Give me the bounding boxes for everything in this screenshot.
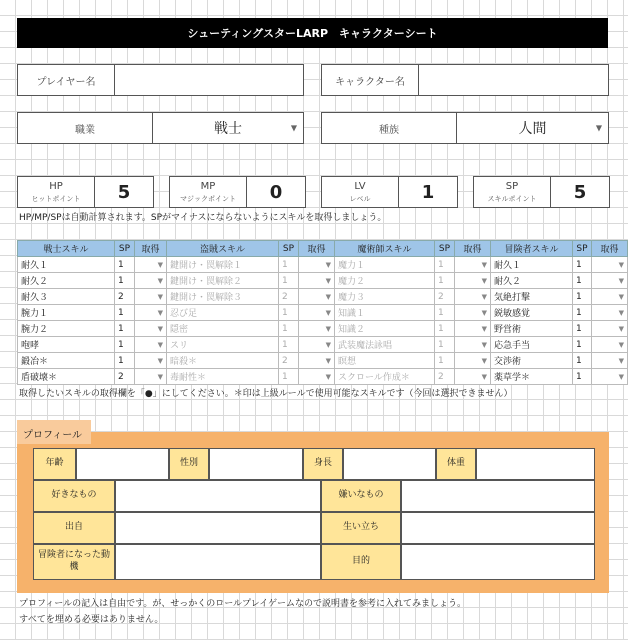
thief-skill-sp: 2: [279, 289, 299, 305]
gender-label: 性別: [169, 448, 209, 480]
adventurer-skill-sp: 1: [573, 337, 592, 353]
mage-acquire-select[interactable]: [455, 257, 491, 273]
dropdown-arrow-icon[interactable]: ▼: [618, 340, 624, 349]
warrior-skill-name: 盾破壊＊: [18, 369, 115, 385]
warrior-skill-sp: 2: [115, 369, 135, 385]
player-name-field[interactable]: [17, 64, 304, 96]
adventurer-skill-sp: 1: [573, 305, 592, 321]
adventurer-acquire-select[interactable]: [592, 321, 628, 337]
race-label: 種族: [322, 113, 457, 143]
age-input[interactable]: [76, 448, 169, 480]
dropdown-arrow-icon[interactable]: ▼: [325, 276, 331, 285]
weight-input[interactable]: [476, 448, 595, 480]
mage-skill-sp: 2: [435, 369, 455, 385]
adventurer-skill-sp: 1: [573, 321, 592, 337]
thief-skill-name: 毒耐性＊: [167, 369, 279, 385]
warrior-skill-sp: 1: [115, 337, 135, 353]
sp-box: [473, 176, 610, 208]
height-label: 身長: [303, 448, 343, 480]
job-select[interactable]: [153, 113, 303, 143]
header-sp: SP: [279, 241, 299, 257]
dropdown-arrow-icon[interactable]: ▼: [325, 356, 331, 365]
dropdown-arrow-icon[interactable]: ▼: [618, 308, 624, 317]
mage-skill-name: スクロール作成＊: [335, 369, 435, 385]
mage-skill-name: 魔力２: [335, 273, 435, 289]
adventurer-skill-sp: 1: [573, 289, 592, 305]
lv-value: 1: [421, 181, 435, 203]
mp-value: 0: [269, 181, 283, 203]
dropdown-arrow-icon[interactable]: ▼: [325, 308, 331, 317]
adventurer-skill-name: 鋭敏感覚: [491, 305, 573, 321]
warrior-skill-name: 腕力１: [18, 305, 115, 321]
mage-acquire-select[interactable]: [455, 289, 491, 305]
warrior-acquire-select[interactable]: [135, 273, 167, 289]
skill-row: [18, 369, 628, 385]
adventurer-acquire-select[interactable]: [592, 257, 628, 273]
adventurer-skill-sp: 1: [573, 273, 592, 289]
adventurer-skill-name: 耐久２: [491, 273, 573, 289]
gender-input[interactable]: [209, 448, 303, 480]
thief-acquire-select[interactable]: [299, 337, 335, 353]
dropdown-arrow-icon[interactable]: ▼: [618, 260, 624, 269]
header-sp: SP: [573, 241, 592, 257]
header-mage-skill: 魔術師スキル: [335, 241, 435, 257]
mage-skill-sp: 1: [435, 257, 455, 273]
skill-row: [18, 273, 628, 289]
skills-header-row: [18, 241, 628, 257]
thief-skill-name: 鍵開け・罠解除２: [167, 273, 279, 289]
dropdown-arrow-icon[interactable]: ▼: [157, 292, 163, 301]
warrior-skill-sp: 1: [115, 257, 135, 273]
dropdown-arrow-icon[interactable]: ▼: [325, 372, 331, 381]
hp-sub-label: ヒットポイント: [31, 194, 81, 203]
mage-acquire-select[interactable]: [455, 337, 491, 353]
dropdown-arrow-icon[interactable]: ▼: [618, 276, 624, 285]
mage-skill-sp: 1: [435, 321, 455, 337]
sp-sub-label: スキルポイント: [487, 194, 537, 203]
warrior-acquire-select[interactable]: [135, 369, 167, 385]
mp-box: [169, 176, 306, 208]
skill-row: [18, 305, 628, 321]
profile-note: プロフィールの記入は自由です。が、せっかくのロールプレイゲームなので説明書を参考に入れてみましょう。: [19, 599, 467, 609]
thief-skill-name: 鍵開け・罠解除３: [167, 289, 279, 305]
upbringing-input[interactable]: [401, 512, 595, 544]
dropdown-arrow-icon[interactable]: ▼: [618, 324, 624, 333]
skill-row: [18, 353, 628, 369]
lv-label: LV: [354, 180, 366, 192]
dropdown-arrow-icon[interactable]: ▼: [157, 276, 163, 285]
age-label: 年齢: [33, 448, 76, 480]
character-name-field[interactable]: [321, 64, 609, 96]
skill-row: [18, 289, 628, 305]
warrior-acquire-select[interactable]: [135, 257, 167, 273]
adventurer-skill-sp: 1: [573, 353, 592, 369]
warrior-acquire-select[interactable]: [135, 305, 167, 321]
header-thief-skill: 盗賊スキル: [167, 241, 279, 257]
header-warrior-skill: 戦士スキル: [18, 241, 115, 257]
acquire-instructions-note: 取得したいスキルの取得欄を「●」にしてください。＊印は上級ルールで使用可能なスキルです（今回は選択できません）: [19, 389, 513, 399]
race-value: 人間: [518, 121, 547, 137]
mage-acquire-select[interactable]: [455, 321, 491, 337]
hp-label: HP: [49, 180, 63, 192]
thief-skill-sp: 2: [279, 353, 299, 369]
adventurer-acquire-select[interactable]: [592, 273, 628, 289]
mage-acquire-select[interactable]: [455, 305, 491, 321]
header-sp: SP: [115, 241, 135, 257]
lv-sub-label: レベル: [349, 194, 371, 203]
thief-acquire-select[interactable]: [299, 289, 335, 305]
race-select[interactable]: [457, 113, 608, 143]
motive-label: 冒険者になった動機: [33, 544, 115, 580]
adventurer-acquire-select[interactable]: [592, 289, 628, 305]
dropdown-arrow-icon[interactable]: ▼: [325, 260, 331, 269]
likes-label: 好きなもの: [33, 480, 115, 512]
thief-skill-sp: 1: [279, 273, 299, 289]
dropdown-arrow-icon[interactable]: ▼: [618, 292, 624, 301]
mage-skill-sp: 1: [435, 273, 455, 289]
mp-sub-label: マジックポイント: [180, 194, 236, 203]
warrior-skill-name: 耐久２: [18, 273, 115, 289]
dropdown-arrow-icon[interactable]: ▼: [618, 372, 624, 381]
mage-skill-sp: 2: [435, 289, 455, 305]
header-acquire: 取得: [299, 241, 335, 257]
adventurer-acquire-select[interactable]: [592, 369, 628, 385]
height-input[interactable]: [343, 448, 436, 480]
warrior-skill-name: 咆哮: [18, 337, 115, 353]
adventurer-acquire-select[interactable]: [592, 337, 628, 353]
mage-skill-name: 魔力３: [335, 289, 435, 305]
mage-skill-name: 瞑想: [335, 353, 435, 369]
mp-label: MP: [200, 180, 216, 192]
thief-skill-sp: 1: [279, 321, 299, 337]
warrior-acquire-select[interactable]: [135, 337, 167, 353]
motive-input[interactable]: [115, 544, 321, 580]
adventurer-acquire-select[interactable]: [592, 305, 628, 321]
dropdown-arrow-icon[interactable]: ▼: [325, 340, 331, 349]
dropdown-arrow-icon[interactable]: ▼: [481, 260, 487, 269]
warrior-skill-name: 腕力２: [18, 321, 115, 337]
skill-row: [18, 257, 628, 273]
sheet-title: シューティングスターLARP キャラクターシート: [17, 18, 608, 48]
skill-row: [18, 337, 628, 353]
character-name-label: キャラクター名: [322, 65, 419, 95]
warrior-skill-sp: 1: [115, 321, 135, 337]
adventurer-skill-name: 応急手当: [491, 337, 573, 353]
lv-box: [321, 176, 458, 208]
likes-input[interactable]: [115, 480, 321, 512]
dropdown-arrow-icon[interactable]: ▼: [481, 292, 487, 301]
header-sp: SP: [435, 241, 455, 257]
mage-acquire-select[interactable]: [455, 353, 491, 369]
mage-skill-sp: 1: [435, 305, 455, 321]
dropdown-arrow-icon[interactable]: ▼: [157, 260, 163, 269]
adventurer-skill-name: 薬草学＊: [491, 369, 573, 385]
auto-calc-note: HP/MP/SPは自動計算されます。SPがマイナスにならないようにスキルを取得しましょう。: [19, 213, 387, 223]
skills-table: [17, 240, 628, 385]
adventurer-skill-sp: 1: [573, 369, 592, 385]
adventurer-skill-sp: 1: [573, 257, 592, 273]
warrior-acquire-select[interactable]: [135, 289, 167, 305]
sp-value: 5: [573, 181, 587, 203]
warrior-skill-sp: 1: [115, 353, 135, 369]
thief-skill-name: 鍵開け・罠解除１: [167, 257, 279, 273]
dropdown-arrow-icon[interactable]: ▼: [157, 356, 163, 365]
dropdown-arrow-icon[interactable]: ▼: [618, 356, 624, 365]
dropdown-arrow-icon[interactable]: ▼: [481, 340, 487, 349]
dropdown-arrow-icon[interactable]: ▼: [595, 123, 602, 133]
player-name-value[interactable]: [115, 65, 303, 95]
dropdown-arrow-icon[interactable]: ▼: [157, 324, 163, 333]
dropdown-arrow-icon[interactable]: ▼: [325, 324, 331, 333]
dropdown-arrow-icon[interactable]: ▼: [290, 123, 297, 133]
dropdown-arrow-icon[interactable]: ▼: [481, 276, 487, 285]
mage-skill-sp: 1: [435, 337, 455, 353]
mage-skill-name: 知識１: [335, 305, 435, 321]
thief-acquire-select[interactable]: [299, 369, 335, 385]
thief-skill-sp: 1: [279, 305, 299, 321]
character-name-value[interactable]: [419, 65, 608, 95]
warrior-skill-name: 耐久３: [18, 289, 115, 305]
dropdown-arrow-icon[interactable]: ▼: [481, 324, 487, 333]
profile-note-optional: すべてを埋める必要はありません。: [19, 615, 164, 625]
origin-label: 出自: [33, 512, 115, 544]
thief-acquire-select[interactable]: [299, 353, 335, 369]
thief-acquire-select[interactable]: [299, 305, 335, 321]
adventurer-skill-name: 気絶打撃: [491, 289, 573, 305]
adventurer-skill-name: 交渉術: [491, 353, 573, 369]
thief-acquire-select[interactable]: [299, 273, 335, 289]
warrior-skill-sp: 1: [115, 273, 135, 289]
thief-skill-name: 暗殺＊: [167, 353, 279, 369]
thief-skill-sp: 1: [279, 337, 299, 353]
dropdown-arrow-icon[interactable]: ▼: [481, 372, 487, 381]
warrior-skill-name: 鍛冶＊: [18, 353, 115, 369]
dropdown-arrow-icon[interactable]: ▼: [157, 372, 163, 381]
sp-label: SP: [505, 180, 519, 192]
warrior-acquire-select[interactable]: [135, 321, 167, 337]
profile-tab: プロフィール: [17, 420, 91, 444]
mage-skill-name: 魔力１: [335, 257, 435, 273]
header-acquire: 取得: [592, 241, 628, 257]
race-field[interactable]: [321, 112, 609, 144]
origin-input[interactable]: [115, 512, 321, 544]
dropdown-arrow-icon[interactable]: ▼: [157, 308, 163, 317]
header-acquire: 取得: [455, 241, 491, 257]
mage-acquire-select[interactable]: [455, 369, 491, 385]
job-value: 戦士: [214, 121, 242, 137]
warrior-acquire-select[interactable]: [135, 353, 167, 369]
goal-label: 目的: [321, 544, 401, 580]
hp-box: [17, 176, 154, 208]
warrior-skill-sp: 2: [115, 289, 135, 305]
header-adventurer-skill: 冒険者スキル: [491, 241, 573, 257]
warrior-skill-name: 耐久１: [18, 257, 115, 273]
dropdown-arrow-icon[interactable]: ▼: [157, 340, 163, 349]
goal-input[interactable]: [401, 544, 595, 580]
job-field[interactable]: [17, 112, 304, 144]
dropdown-arrow-icon[interactable]: ▼: [481, 308, 487, 317]
adventurer-skill-name: 野営術: [491, 321, 573, 337]
player-name-label: プレイヤー名: [18, 65, 115, 95]
mage-skill-name: 武装魔法詠唱: [335, 337, 435, 353]
thief-skill-name: 隠密: [167, 321, 279, 337]
skill-row: [18, 321, 628, 337]
adventurer-acquire-select[interactable]: [592, 353, 628, 369]
thief-skill-sp: 1: [279, 369, 299, 385]
adventurer-skill-name: 耐久１: [491, 257, 573, 273]
dropdown-arrow-icon[interactable]: ▼: [481, 356, 487, 365]
warrior-skill-sp: 1: [115, 305, 135, 321]
thief-skill-name: 忍び足: [167, 305, 279, 321]
mage-skill-sp: 1: [435, 353, 455, 369]
hp-value: 5: [117, 181, 131, 203]
thief-acquire-select[interactable]: [299, 257, 335, 273]
thief-acquire-select[interactable]: [299, 321, 335, 337]
dropdown-arrow-icon[interactable]: ▼: [325, 292, 331, 301]
thief-skill-sp: 1: [279, 257, 299, 273]
job-label: 職業: [18, 113, 153, 143]
upbringing-label: 生い立ち: [321, 512, 401, 544]
header-acquire: 取得: [135, 241, 167, 257]
mage-skill-name: 知識２: [335, 321, 435, 337]
dislikes-label: 嫌いなもの: [321, 480, 401, 512]
mage-acquire-select[interactable]: [455, 273, 491, 289]
thief-skill-name: スリ: [167, 337, 279, 353]
weight-label: 体重: [436, 448, 476, 480]
dislikes-input[interactable]: [401, 480, 595, 512]
